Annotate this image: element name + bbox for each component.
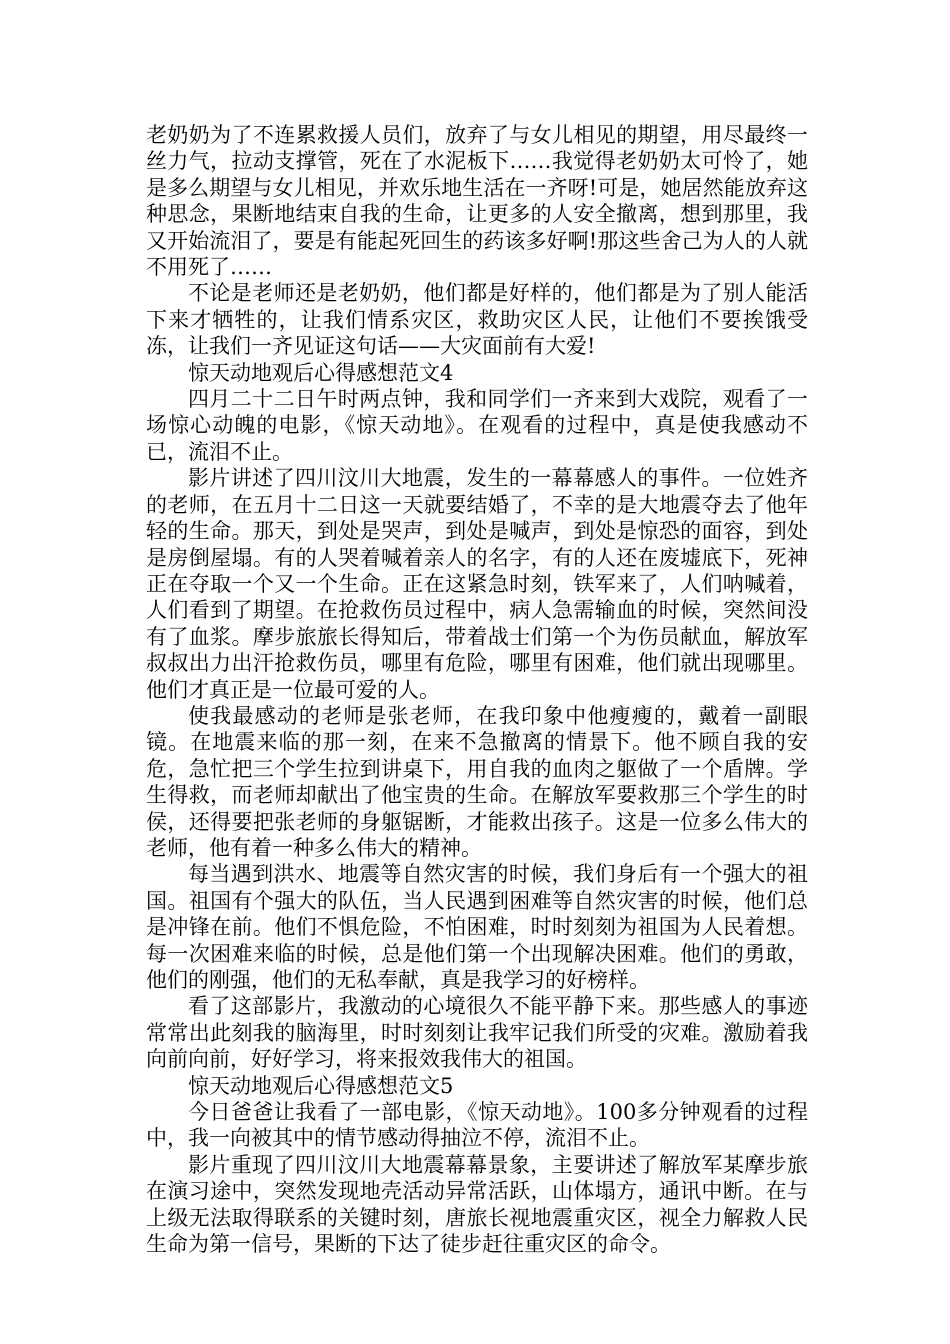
paragraph: 四月二十二日午时两点钟，我和同学们一齐来到大戏院，观看了一场惊心动魄的电影，《惊天动地》。在观看的过程中，真是使我感动不已，流泪不止。	[146, 387, 808, 464]
paragraph: 影片重现了四川汶川大地震幕幕景象，主要讲述了解放军某摩步旅在演习途中，突然发现地壳活动异常活跃，山体塌方，通讯中断。在与上级无法取得联系的关键时刻，唐旅长视地震重灾区，视全力解救人民生命为第一信号，果断的下达了徒步赶往重灾区的命令。	[146, 1152, 808, 1257]
section-heading: 惊天动地观后心得感想范文5	[188, 1073, 454, 1098]
paragraph: 今日爸爸让我看了一部电影，《惊天动地》。100多分钟观看的过程中，我一向被其中的情节感动得抽泣不停，流泪不止。	[146, 1100, 808, 1151]
paragraph: 看了这部影片，我激动的心境很久不能平静下来。那些感人的事迹常常出此刻我的脑海里，时时刻刻让我牢记我们所受的灾难。激励着我向前向前，好好学习，将来报效我伟大的祖国。	[146, 994, 808, 1072]
document-page	[146, 122, 808, 1257]
paragraph: 不论是老师还是老奶奶，他们都是好样的，他们都是为了别人能活下来才牺牲的，让我们情系灾区，救助灾区人民，让他们不要挨饿受冻，让我们一齐见证这句话——大灾面前有大爱!	[146, 281, 808, 359]
paragraph: 影片讲述了四川汶川大地震，发生的一幕幕感人的事件。一位姓齐的老师，在五月十二日这一天就要结婚了，不幸的是大地震夺去了他年轻的生命。那天，到处是哭声，到处是喊声，到处是惊恐的面容，到处是房倒屋塌。有的人哭着喊着亲人的名字，有的人还在废墟底下，死神正在夺取一个又一个生命。正在这紧急时刻，铁军来了，人们呐喊着，人们看到了期望。在抢救伤员过程中，病人急需输血的时候，突然间没有了血浆。摩步旅旅长得知后，带着战士们第一个为伤员献血，解放军叔叔出力出汗抢救伤员，哪里有危险，哪里有困难，他们就出现哪里。他们才真正是一位最可爱的人。	[146, 466, 808, 702]
paragraph: 使我最感动的老师是张老师，在我印象中他瘦瘦的，戴着一副眼镜。在地震来临的那一刻，在来不急撤离的情景下。他不顾自我的安危，急忙把三个学生拉到讲桌下，用自我的血肉之躯做了一个盾牌。学生得救，而老师却献出了他宝贵的生命。在解放军要救那三个学生的时侯，还得要把张老师的身躯锯断，才能救出孩子。这是一位多么伟大的老师，他有着一种多么伟大的精神。	[146, 703, 808, 860]
paragraph: 每当遇到洪水、地震等自然灾害的时候，我们身后有一个强大的祖国。祖国有个强大的队伍，当人民遇到困难等自然灾害的时候，他们总是冲锋在前。他们不惧危险，不怕困难，时时刻刻为祖国为人民着想。每一次困难来临的时候，总是他们第一个出现解决困难。他们的勇敢，他们的刚强，他们的无私奉献，真是我学习的好榜样。	[146, 862, 808, 992]
section-heading: 惊天动地观后心得感想范文4	[188, 360, 454, 385]
paragraph: 老奶奶为了不连累救援人员们，放弃了与女儿相见的期望，用尽最终一丝力气，拉动支撑管，死在了水泥板下……我觉得老奶奶太可怜了，她是多么期望与女儿相见，并欢乐地生活在一齐呀!可是，她居然能放弃这种思念，果断地结束自我的生命，让更多的人安全撤离，想到那里，我又开始流泪了，要是有能起死回生的药该多好啊!那这些舍己为人的人就不用死了……	[146, 123, 808, 280]
